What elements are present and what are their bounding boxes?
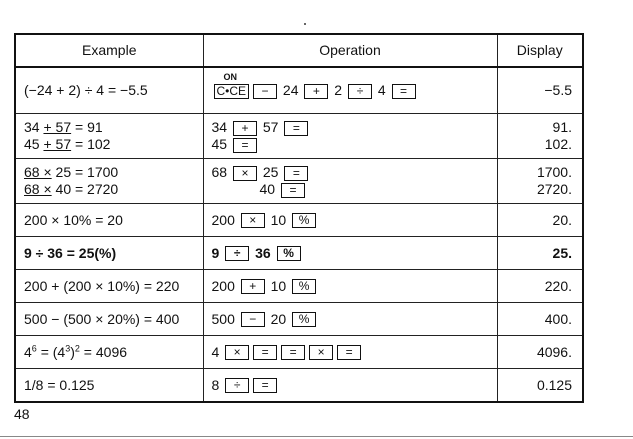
number-entry: 10 <box>266 211 291 228</box>
multiply-key: × <box>241 213 265 228</box>
example-text: 200 × 10% = 20 <box>24 211 123 228</box>
operation-cell <box>203 369 497 403</box>
number-entry: 36 <box>251 244 275 261</box>
number-entry: 10 <box>266 277 291 294</box>
key-sequence <box>212 212 319 228</box>
display-value: 1700. <box>536 164 572 180</box>
multiply-key: × <box>309 345 333 360</box>
minus-key: − <box>253 84 277 99</box>
table-row <box>15 336 583 369</box>
display-value: 20. <box>552 211 572 228</box>
equals-key: = <box>281 183 305 198</box>
display-value: 91. <box>552 119 572 135</box>
divide-key: ÷ <box>225 246 249 261</box>
display-value: 220. <box>544 277 572 294</box>
table-row <box>15 114 583 159</box>
table-row <box>15 159 583 204</box>
table-row <box>15 67 583 114</box>
operation-cell <box>203 336 497 369</box>
number-entry: 25 <box>258 164 283 180</box>
key-sequence <box>212 344 364 360</box>
number-entry: 45 <box>211 136 231 152</box>
example-text: 200 + (200 × 10%) = 220 <box>24 277 180 294</box>
number-entry: 200 <box>211 211 239 228</box>
example-cell: $4^6 = (4^3)^2 = 4096$ <box>15 336 203 369</box>
number-entry: 500 <box>211 310 239 327</box>
key-sequence <box>212 377 280 393</box>
example-line: 68 × 40 = 2720 <box>24 181 119 197</box>
operation-cell <box>203 204 497 237</box>
number-entry: 24 <box>279 82 303 98</box>
minus-key: − <box>241 312 265 327</box>
table-row <box>15 270 583 303</box>
display-value: 102. <box>544 136 572 152</box>
key-sequence <box>212 245 303 261</box>
key-sequence <box>212 164 489 181</box>
display-cell <box>497 336 583 369</box>
table-row <box>15 237 583 270</box>
equals-key: = <box>253 378 277 393</box>
number-entry: 34 <box>211 119 231 135</box>
plus-key: + <box>233 121 257 136</box>
example-line: 45 + 57 = 102 <box>24 136 111 152</box>
equals-key: = <box>392 84 416 99</box>
equals-key: = <box>253 345 277 360</box>
bottom-rule <box>0 436 633 437</box>
plus-key: + <box>241 279 265 294</box>
plus-key: + <box>304 84 328 99</box>
operation-seq <box>212 72 418 99</box>
header-row <box>15 34 583 67</box>
calculator-examples-table <box>14 33 584 403</box>
equals-key: = <box>281 345 305 360</box>
example-cell <box>15 114 203 159</box>
example-text: 9 ÷ 36 = 25(%) <box>24 244 117 261</box>
example-text: 1/8 = 0.125 <box>24 376 95 393</box>
key-sequence <box>212 119 489 136</box>
operation-cell <box>203 114 497 159</box>
equals-key: = <box>284 121 308 136</box>
number-entry: 9 <box>211 244 224 261</box>
number-entry: 68 <box>211 164 231 180</box>
key-sequence <box>212 82 418 98</box>
display-cell <box>497 303 583 336</box>
number-entry: 20 <box>266 310 291 327</box>
percent-key: % <box>277 246 301 261</box>
clear-key: C•CE <box>214 84 250 99</box>
superscript: 6 <box>31 342 37 353</box>
on-label: ON <box>223 72 237 82</box>
display-cell <box>497 237 583 270</box>
key-sequence <box>212 278 319 294</box>
superscript: 2 <box>74 342 80 353</box>
number-entry: 4 <box>211 343 224 360</box>
percent-key: % <box>292 312 316 327</box>
example-cell <box>15 369 203 403</box>
equals-key: = <box>337 345 361 360</box>
display-value: 25. <box>552 244 572 261</box>
key-sequence <box>260 181 307 197</box>
operation-cell <box>203 67 497 114</box>
header-example: Example <box>15 34 203 67</box>
superscript: 3 <box>65 342 71 353</box>
display-value: −5.5 <box>544 82 572 98</box>
display-cell <box>497 67 583 114</box>
example-cell <box>15 270 203 303</box>
page-number: 48 <box>14 406 30 422</box>
example-cell <box>15 204 203 237</box>
multiply-key: × <box>225 345 249 360</box>
example-text: (−24 + 2) ÷ 4 = −5.5 <box>24 82 148 98</box>
table-row <box>15 369 583 403</box>
display-value: 0.125 <box>536 376 572 393</box>
example-cell <box>15 237 203 270</box>
example-text: 500 − (500 × 20%) = 400 <box>24 310 180 327</box>
operation-cell <box>203 159 497 204</box>
example-cell <box>15 303 203 336</box>
example-line: 34 + 57 = 91 <box>24 119 103 135</box>
multiply-key: × <box>233 166 257 181</box>
operation-cell <box>203 270 497 303</box>
number-entry: 40 <box>259 181 279 197</box>
number-entry: 57 <box>258 119 283 135</box>
key-sequence <box>212 136 259 152</box>
display-cell <box>497 114 583 159</box>
table-row <box>15 204 583 237</box>
scan-speck <box>304 23 306 25</box>
equals-key: = <box>233 138 257 153</box>
key-sequence <box>212 311 319 327</box>
display-cell <box>497 204 583 237</box>
display-cell <box>497 270 583 303</box>
example-line: 68 × 25 = 1700 <box>24 164 119 180</box>
display-cell <box>497 159 583 204</box>
example-cell <box>15 67 203 114</box>
header-operation: Operation <box>203 34 497 67</box>
number-entry: 4 <box>373 82 390 98</box>
display-value: 400. <box>544 310 572 327</box>
operation-cell <box>203 237 497 270</box>
number-entry: 2 <box>330 82 346 98</box>
divide-key: ÷ <box>225 378 249 393</box>
equals-key: = <box>284 166 308 181</box>
example-cell <box>15 159 203 204</box>
divide-key: ÷ <box>348 84 372 99</box>
percent-key: % <box>292 213 316 228</box>
display-value: 2720. <box>536 181 572 197</box>
display-cell <box>497 369 583 403</box>
operation-cell <box>203 303 497 336</box>
display-value: 4096. <box>536 343 572 360</box>
table-row <box>15 303 583 336</box>
number-entry: 200 <box>211 277 239 294</box>
number-entry: 8 <box>211 376 224 393</box>
percent-key: % <box>292 279 316 294</box>
header-display: Display <box>497 34 583 67</box>
